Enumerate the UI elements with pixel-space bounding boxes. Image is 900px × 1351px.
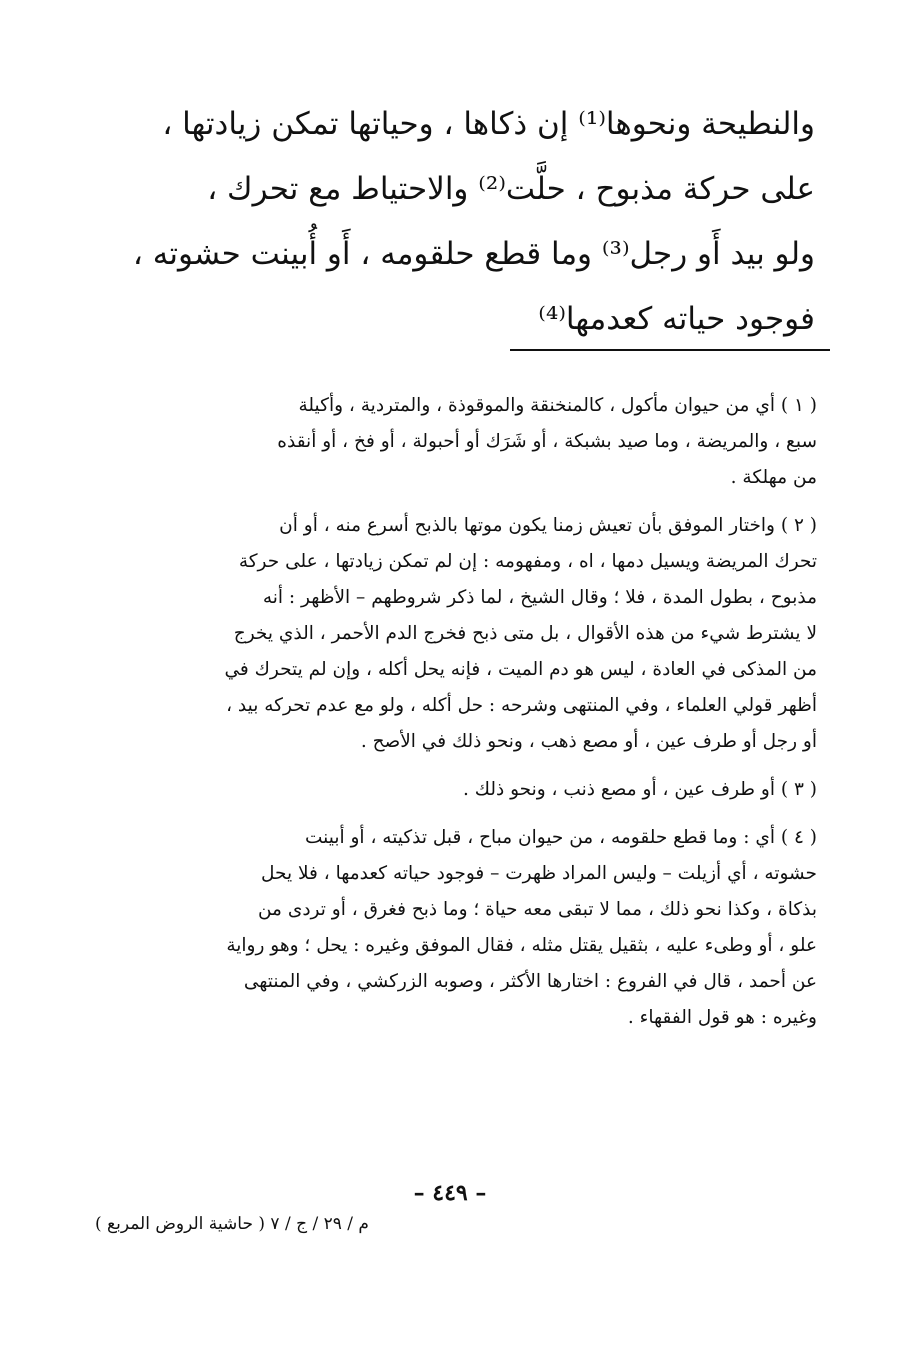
main-text-line: فوجود حياته كعدمها⁽⁴⁾ xyxy=(538,301,815,337)
footnote-4 xyxy=(95,820,817,1036)
main-text-line: والنطيحة ونحوها⁽¹⁾ إن ذكاها ، وحياتها تمكن زيادتها ، xyxy=(162,106,815,142)
footnote-line: أظهر قولي العلماء ، وفي المنتهى وشرحه : حل أكله ، ولو مع عدم تحركه بيد ، xyxy=(226,695,817,716)
footnote-line: مذبوح ، بطول المدة ، فلا ؛ وقال الشيخ ، لما ذكر شروطهم – الأظهر : أنه xyxy=(262,587,817,608)
main-text-line: على حركة مذبوح ، حلَّت⁽²⁾ والاحتياط مع تحرك ، xyxy=(207,171,815,207)
footnote-line: لا يشترط شيء من هذه الأقوال ، بل متى ذبح فخرج الدم الأحمر ، الذي يخرج xyxy=(233,623,817,644)
footnote-line: ( ٤ ) أي : وما قطع حلقومه ، من حيوان مباح ، قبل تذكيته ، أو أبينت xyxy=(304,827,817,848)
footnote-line: ( ٣ ) أو طرف عين ، أو مصع ذنب ، ونحو ذلك . xyxy=(462,779,817,800)
footnotes-block xyxy=(95,388,817,1048)
footnote-line: من مهلكة . xyxy=(730,467,817,488)
footnote-line: ( ٢ ) واختار الموفق بأن تعيش زمنا يكون موتها بالذبح أسرع منه ، أو أن xyxy=(279,515,817,536)
footnote-line: من المذكى في العادة ، ليس هو دم الميت ، فإنه يحل أكله ، وإن لم يتحرك في xyxy=(224,659,817,680)
footnote-3 xyxy=(95,772,817,808)
printer-signature: م / ٢٩ / ج / ٧ ( حاشية الروض المربع ) xyxy=(95,1214,369,1234)
main-text-line: ولو بيد أَو رجل⁽³⁾ وما قطع حلقومه ، أَو أُبينت حشوته ، xyxy=(132,236,815,272)
footnote-line: سبع ، والمريضة ، وما صيد بشبكة ، أو شَرَك أو أحبولة ، أو فخ ، أو أنقذه xyxy=(277,431,817,452)
footnote-2 xyxy=(95,508,817,760)
page-number: – ٤٤٩ – xyxy=(413,1180,487,1206)
footnote-divider xyxy=(510,349,830,351)
footnote-line: بذكاة ، وكذا نحو ذلك ، مما لا تبقى معه حياة ؛ وما ذبح فغرق ، أو تردى من xyxy=(257,899,817,920)
main-text-block xyxy=(95,92,815,352)
footnote-line: ( ١ ) أي من حيوان مأكول ، كالمنخنقة والموقوذة ، والمتردية ، وأكيلة xyxy=(298,395,817,416)
footnote-line: عن أحمد ، قال في الفروع : اختارها الأكثر ، وصوبه الزركشي ، وفي المنتهى xyxy=(243,971,817,992)
footnote-line: أو رجل أو طرف عين ، أو مصع ذهب ، ونحو ذلك في الأصح . xyxy=(360,731,817,752)
footnote-line: وغيره : هو قول الفقهاء . xyxy=(627,1007,817,1028)
footnote-line: علو ، أو وطىء عليه ، بثقيل يقتل مثله ، فقال الموفق وغيره : يحل ؛ وهو رواية xyxy=(226,935,817,956)
footnote-line: تحرك المريضة ويسيل دمها ، اه ، ومفهومه : إن لم تمكن زيادتها ، على حركة xyxy=(238,551,817,572)
footnote-1 xyxy=(95,388,817,496)
footnote-line: حشوته ، أي أزيلت – وليس المراد ظهرت – فوجود حياته كعدمها ، فلا يحل xyxy=(261,863,817,884)
